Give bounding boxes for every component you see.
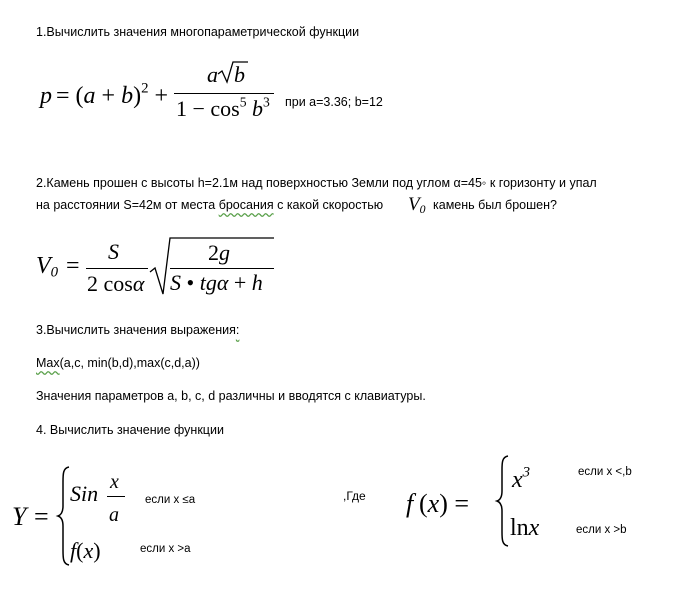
task1-condition: при а=3.36; b=12 — [285, 95, 383, 109]
left-brace-1 — [57, 466, 71, 566]
task3-expression-rest: (a,c, min(b,d),max(c,d,a)) — [59, 356, 200, 370]
task3-heading — [36, 324, 239, 337]
task2-line2-after: камень был брошен? — [433, 198, 557, 212]
task4-cond2: если х >а — [140, 543, 191, 555]
task4-cond4: если х >b — [576, 524, 627, 536]
task2-line2 — [36, 199, 383, 212]
task2-line2-middle: с какой скоростью — [277, 198, 384, 212]
fraction-bar-1 — [174, 93, 274, 94]
fraction-bar-2 — [86, 268, 148, 269]
task1-heading: 1.Вычислить значения многопараметрической функции — [36, 25, 360, 39]
fraction-bar-4 — [107, 496, 125, 497]
task3-heading-text: 3.Вычислить значения выражения — [36, 323, 236, 337]
task3-max-word: Max — [36, 356, 60, 370]
task3-heading-colon: : — [235, 323, 240, 337]
task4-heading: 4. Вычислить значение функции — [36, 423, 224, 437]
left-brace-2 — [496, 455, 510, 547]
task3-note: Значения параметров a, b, c, d различны и вводятся с клавиатуры. — [36, 389, 426, 403]
task2-line2-before: на расстоянии S=42м от места — [36, 198, 216, 212]
v0-inline: $V_0$ — [408, 194, 426, 216]
task2-line2-underlined: бросания — [218, 198, 274, 212]
task4-cond3: если х <,b — [578, 466, 632, 478]
task3-expression — [36, 357, 200, 370]
task4-where: ,Где — [343, 489, 366, 503]
task4-cond1: если х ≤а — [145, 494, 196, 506]
task2-line1: 2.Камень прошен с высоты h=2.1м над поверхностью Земли под углом α=45◦ к горизонту и упал — [36, 176, 597, 190]
